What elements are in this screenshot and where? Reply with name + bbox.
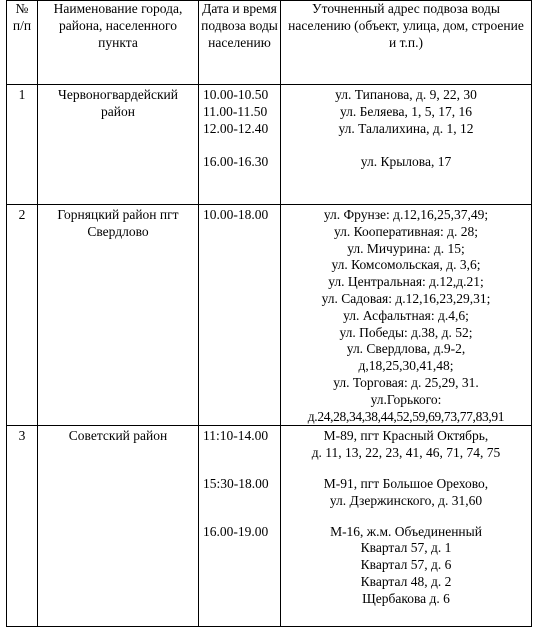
time-slot: 16.00-19.00 xyxy=(203,523,269,539)
row-num: 2 xyxy=(7,205,38,426)
address-line: ул. Фрунзе: д.12,16,25,37,49; xyxy=(323,207,489,222)
time-slot: 10.00-10.50 xyxy=(203,87,269,102)
header-name: Наименование города, района, населенного пункта xyxy=(38,1,199,85)
address-line: ул. Комсомольская, д. 3,6; xyxy=(331,257,481,273)
delivery-times xyxy=(199,205,281,426)
address-line: Квартал 57, д. 6 xyxy=(360,557,452,573)
row-num: 1 xyxy=(7,85,38,205)
address-line: М-16, ж.м. Объединенный xyxy=(330,523,482,539)
address-line: д,18,25,30,41,48; xyxy=(358,358,454,374)
address-line: ул. Асфальтная: д.4,6; xyxy=(343,307,469,323)
time-slot: 10.00-18.00 xyxy=(203,207,269,222)
row-num: 3 xyxy=(7,426,38,627)
address-line: ул. Свердлова, д.9-2, xyxy=(346,341,466,357)
address-line: ул. Садовая: д.12,16,23,29,31; xyxy=(321,290,491,306)
delivery-times xyxy=(199,426,281,627)
header-address: Уточненный адрес подвоза воды населению (объект, улица, дом, строение и т.п.) xyxy=(281,1,532,85)
address-line: ул. Победы: д.38, д. 52; xyxy=(339,324,473,340)
header-num: № п/п xyxy=(7,1,38,85)
delivery-addresses xyxy=(281,426,532,627)
delivery-addresses xyxy=(281,85,532,205)
header-time: Дата и время подвоза воды населению xyxy=(199,1,281,85)
table-row xyxy=(7,85,532,205)
delivery-addresses xyxy=(281,205,532,426)
district-name: Червоногвардейский район xyxy=(38,85,199,205)
address-line: ул. Мичурина: д. 15; xyxy=(347,240,465,256)
address-line: ул. Дзержинского, д. 31,60 xyxy=(329,492,483,508)
table-row xyxy=(7,205,532,426)
address-line: ул.Горького: xyxy=(370,391,442,407)
address-line: ул. Центральная: д.12,д.21; xyxy=(328,274,484,290)
address-line: ул. Торговая: д. 25,29, 31. xyxy=(333,374,479,390)
address-line: д. 11, 13, 22, 23, 41, 46, 71, 74, 75 xyxy=(311,445,501,461)
district-name: Горняцкий район пгт Свердлово xyxy=(38,205,199,426)
address-line: ул. Крылова, 17 xyxy=(360,154,452,170)
time-slot: 11.00-11.50 xyxy=(203,103,268,119)
address-line: Квартал 48, д. 2 xyxy=(360,573,452,589)
time-slot: 12.00-12.40 xyxy=(203,120,269,136)
address-line: Щербакова д. 6 xyxy=(362,590,450,606)
time-slot: 15:30-18.00 xyxy=(203,475,269,491)
water-delivery-table xyxy=(6,0,532,627)
delivery-times xyxy=(199,85,281,205)
time-slot: 11:10-14.00 xyxy=(203,428,269,444)
address-line: ул. Талалихина, д. 1, 12 xyxy=(338,120,474,136)
district-name: Советский район xyxy=(38,426,199,627)
address-line: М-91, пгт Большое Орехово, xyxy=(323,475,489,491)
address-line: М-89, пгт Красный Октябрь, xyxy=(323,428,489,444)
table-row xyxy=(7,426,532,627)
table-header-row xyxy=(7,1,532,85)
address-line: д.24,28,34,38,44,52,59,69,73,77,83,91 xyxy=(307,408,505,424)
address-line: Квартал 57, д. 1 xyxy=(360,540,452,556)
time-slot: 16.00-16.30 xyxy=(203,154,269,170)
address-line: ул. Беляева, 1, 5, 17, 16 xyxy=(339,103,472,119)
address-line: ул. Типанова, д. 9, 22, 30 xyxy=(335,87,477,102)
address-line: ул. Кооперативная: д. 28; xyxy=(333,223,478,239)
